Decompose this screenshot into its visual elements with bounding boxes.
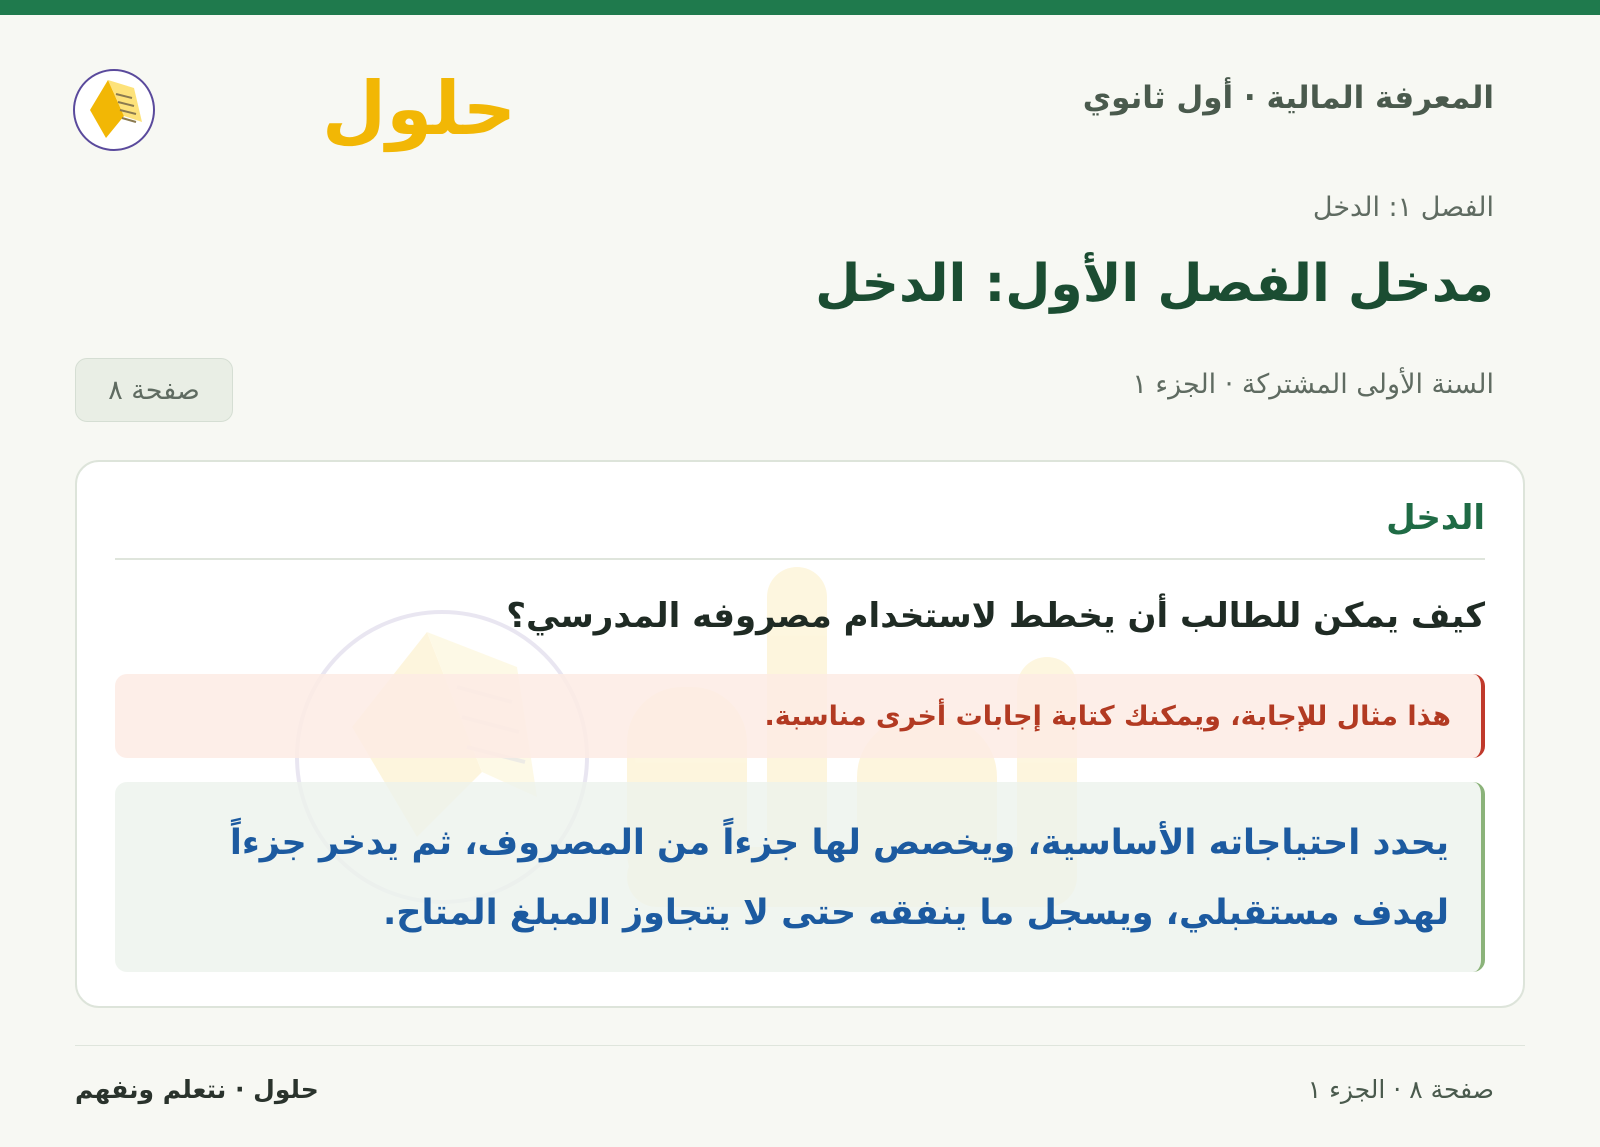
answer-box: [115, 782, 1485, 972]
answer-note-text: هذا مثال للإجابة، ويمكنك كتابة إجابات أخرى مناسبة.: [764, 700, 1451, 732]
card-heading: الدخل: [1386, 498, 1485, 538]
logo-emblem-icon: [72, 52, 517, 158]
question-text: كيف يمكن للطالب أن يخطط لاستخدام مصروفه المدرسي؟: [506, 596, 1485, 636]
card-divider: [115, 558, 1485, 560]
chapter-meta: السنة الأولى المشتركة · الجزء ١: [1132, 369, 1494, 400]
footer-brand: حلول · نتعلم ونفهم: [75, 1075, 319, 1104]
answer-text: يحدد احتياجاته الأساسية، ويخصص لها جزءاً من المصروف، ثم يدخر جزءاً لهدف مستقبلي، ويسجل ما ينفقه حتى لا يتجاوز المبلغ المتاح.: [229, 823, 1449, 933]
top-accent-bar: [0, 0, 1600, 15]
page-number-badge: صفحة ٨: [75, 358, 233, 422]
site-logo[interactable]: [72, 52, 517, 158]
header-title: المعرفة المالية · أول ثانوي: [1082, 80, 1494, 116]
content-card: [75, 460, 1525, 1008]
footer-divider: [75, 1045, 1525, 1046]
footer-page-info: صفحة ٨ · الجزء ١: [1307, 1075, 1494, 1104]
page-title: مدخل الفصل الأول: الدخل: [815, 254, 1494, 314]
svg-text:حلول: حلول: [322, 66, 517, 152]
chapter-label: الفصل ١: الدخل: [1312, 192, 1494, 223]
answer-note: [115, 674, 1485, 758]
